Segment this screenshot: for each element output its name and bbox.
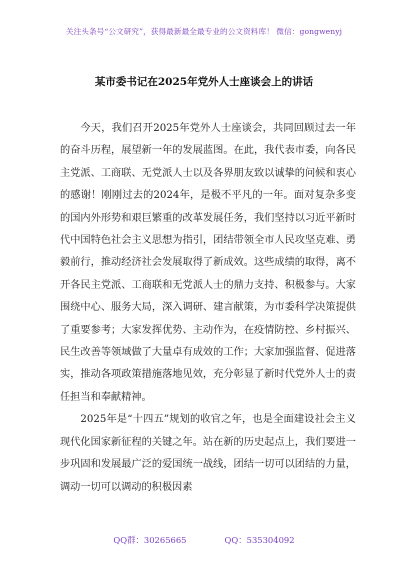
document-title: 某市委书记在2025年党外人士座谈会上的讲话	[94, 76, 314, 88]
footer-contacts	[0, 534, 408, 546]
paragraph-1: 今天，我们召开2025年党外人士座谈会，共同回顾过去一年的奋斗历程，展望新一年的发展蓝图。在此，我代表市委，向各民主党派、工商联、无党派人士以及各界朋友致以诚挚的问候和衷心的感谢！刚刚过去的2024年，是极不平凡的一年。面对复杂多变的国内外形势和艰巨繁重的改革发展任务，我们坚持以习近平新时代中国特色社会主义思想为指引，团结带领全市人民攻坚克难、勇毅前行，推动经济社会发展取得了新成效。这些成绩的取得，离不开各民主党派、工商联和无党派人士的鼎力支持、积极参与。大家围绕中心、服务大局，深入调研、建言献策，为市委科学决策提供了重要参考；大家发挥优势、主动作为，在疫情防控、乡村振兴、民生改善等领域做了大量卓有成效的工作；大家加强监督、促进落实，推动各项政策措施落地见效，充分彰显了新时代党外人士的责任担当和奉献精神。	[60, 123, 356, 403]
qq-group-label: QQ群：30265665	[113, 535, 187, 545]
qq-contact-label: QQ：535304092	[224, 535, 295, 545]
paragraph-2: 2025年是“十四五”规划的收官之年，也是全面建设社会主义现代化国家新征程的关键之年。站在新的历史起点上，我们要进一步巩固和发展最广泛的爱国统一战线，团结一切可以团结的力量，调动一切可以调动的积极因素	[60, 414, 356, 493]
document-body	[60, 118, 356, 499]
header-note: 关注头条号“公文研究”，获得最新最全最专业的公文资料库！ 微信：gongwenyj	[65, 27, 343, 36]
